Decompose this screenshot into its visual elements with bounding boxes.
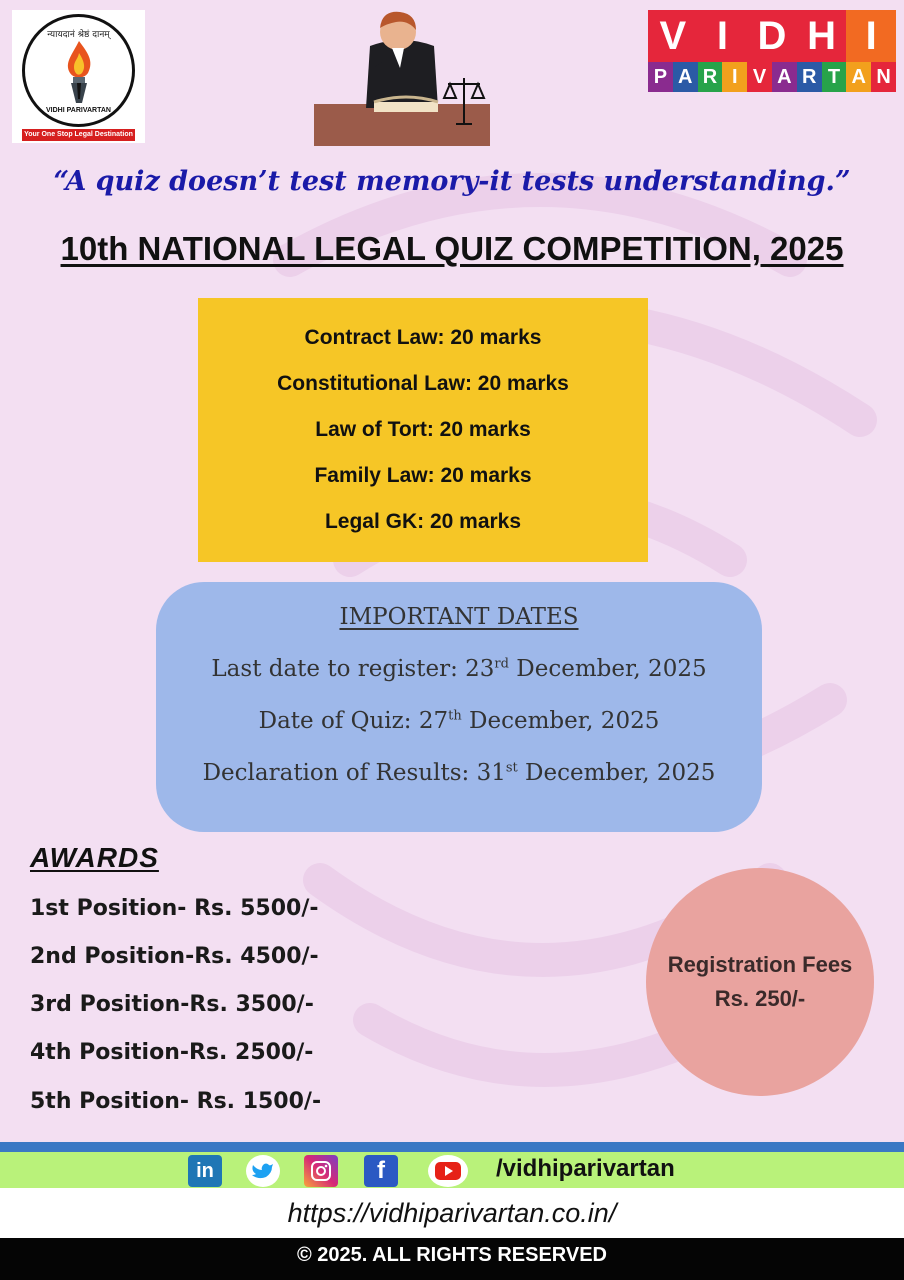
subject-item: Constitutional Law: 20 marks	[277, 372, 569, 395]
quote-text: “A quiz doesn’t test memory-it tests understanding.”	[53, 166, 851, 197]
logo-letter: I	[698, 10, 748, 62]
logo-letter: I	[722, 62, 747, 92]
seal-tagline: Your One Stop Legal Destination	[22, 129, 135, 141]
logo-letter: N	[871, 62, 896, 92]
award-item: 1st Position- Rs. 5500/-	[30, 896, 319, 921]
date-results-label: Declaration of Results: 31	[202, 760, 506, 786]
logo-parivartan-letters	[648, 62, 896, 92]
seal-motto: न्यायदानं श्रेष्ठं दानम्	[47, 30, 110, 40]
logo-letter: I	[846, 10, 896, 62]
seal-circle	[22, 14, 135, 127]
award-item: 4th Position-Rs. 2500/-	[30, 1040, 314, 1065]
date-quiz	[156, 708, 762, 734]
date-suffix: rd	[494, 656, 509, 672]
logo-letter: V	[648, 10, 698, 62]
date-results	[156, 760, 762, 786]
important-dates-title: IMPORTANT DATES	[339, 604, 579, 630]
vidhi-parivartan-seal-logo	[12, 10, 145, 143]
award-item: 5th Position- Rs. 1500/-	[30, 1089, 322, 1114]
youtube-icon[interactable]	[428, 1155, 468, 1187]
page-title: 10th NATIONAL LEGAL QUIZ COMPETITION, 2025	[60, 230, 844, 267]
logo-letter: D	[747, 10, 797, 62]
subject-item: Legal GK: 20 marks	[324, 510, 522, 533]
award-item: 2nd Position-Rs. 4500/-	[30, 944, 319, 969]
logo-letter: A	[846, 62, 871, 92]
registration-label: Registration Fees	[667, 952, 853, 977]
vidhi-parivartan-wordmark-logo	[648, 10, 896, 92]
facebook-icon[interactable]: f	[364, 1155, 398, 1187]
logo-letter: P	[648, 62, 673, 92]
logo-vidhi-letters	[648, 10, 896, 62]
subject-item: Law of Tort: 20 marks	[315, 418, 531, 441]
date-register	[156, 656, 762, 682]
subject-marks-box	[198, 298, 648, 562]
date-quiz-month: December, 2025	[461, 708, 660, 734]
logo-letter: T	[822, 62, 847, 92]
instagram-icon[interactable]	[304, 1155, 338, 1187]
date-suffix: th	[448, 708, 462, 724]
social-handle[interactable]: /vidhiparivartan	[496, 1155, 675, 1182]
copyright-text: © 2025. ALL RIGHTS RESERVED	[0, 1238, 904, 1280]
logo-letter: A	[772, 62, 797, 92]
date-quiz-label: Date of Quiz: 27	[258, 708, 449, 734]
date-results-month: December, 2025	[517, 760, 716, 786]
registration-fees-badge	[646, 868, 874, 1096]
logo-letter: R	[698, 62, 723, 92]
lawyer-reading-illustration	[312, 8, 492, 148]
date-register-label: Last date to register: 23	[211, 656, 495, 682]
date-suffix: st	[505, 760, 518, 776]
logo-letter: R	[797, 62, 822, 92]
logo-letter: H	[797, 10, 847, 62]
torch-icon	[58, 39, 100, 105]
twitter-icon[interactable]	[246, 1155, 280, 1187]
subject-item: Contract Law: 20 marks	[304, 326, 542, 349]
important-dates-box	[156, 582, 762, 832]
registration-amount: Rs. 250/-	[714, 986, 806, 1011]
awards-title: AWARDS	[30, 842, 159, 873]
linkedin-icon[interactable]: in	[188, 1155, 222, 1187]
subject-item: Family Law: 20 marks	[314, 464, 532, 487]
social-bar	[0, 1152, 904, 1188]
seal-brand: VIDHI PARIVARTAN	[46, 107, 111, 114]
logo-letter: V	[747, 62, 772, 92]
logo-letter: A	[673, 62, 698, 92]
footer-divider	[0, 1142, 904, 1152]
website-url[interactable]: https://vidhiparivartan.co.in/	[0, 1188, 904, 1238]
award-item: 3rd Position-Rs. 3500/-	[30, 992, 314, 1017]
date-register-month: December, 2025	[508, 656, 707, 682]
